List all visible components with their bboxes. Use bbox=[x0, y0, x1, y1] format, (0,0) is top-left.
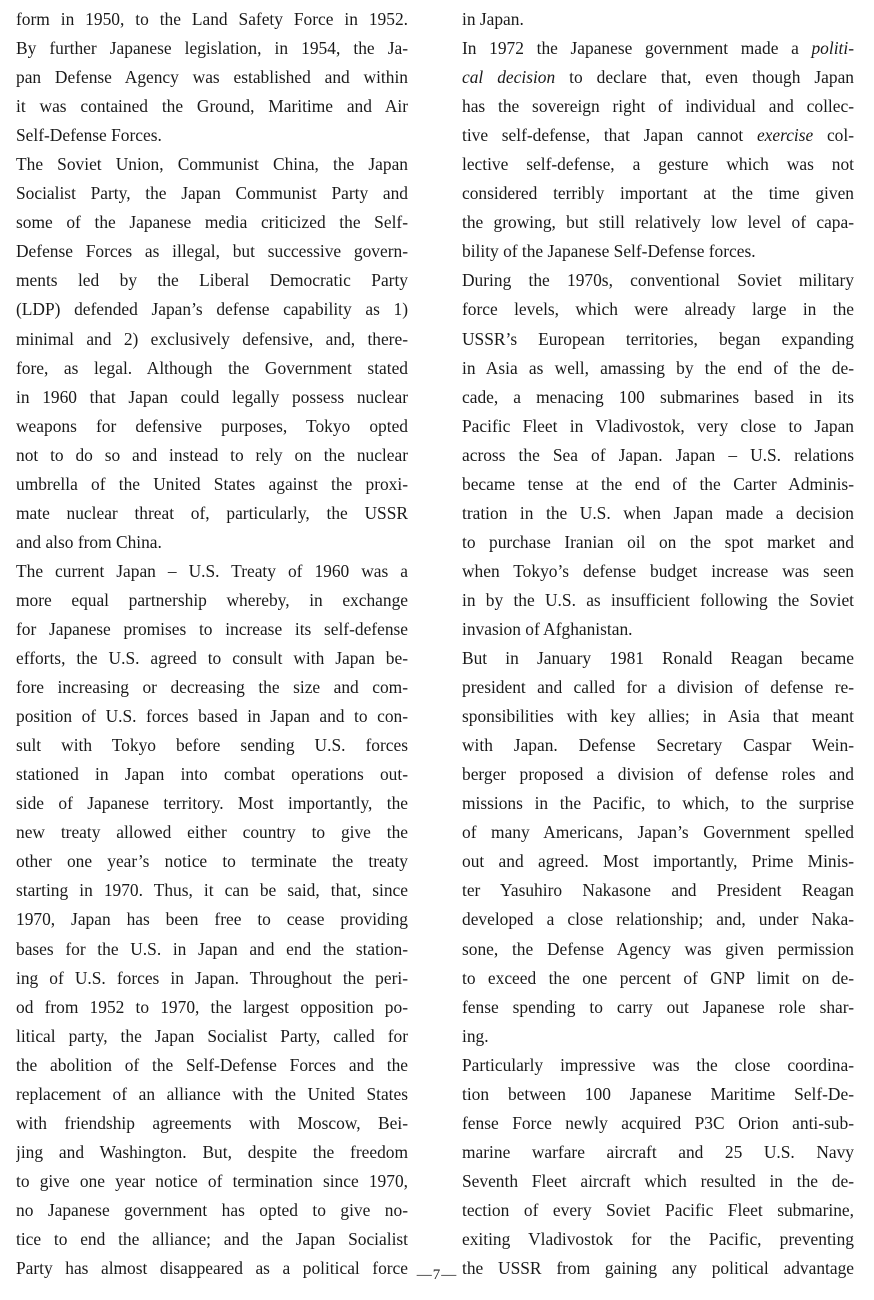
text-line: USSR’s European territories, began expanding bbox=[462, 328, 854, 349]
text-line: ing of U.S. forces in Japan. Throughout the peri- bbox=[16, 967, 408, 988]
text-line: in by the U.S. as insufficient following the Soviet bbox=[462, 589, 854, 610]
text-line bbox=[462, 63, 854, 92]
text-line: side of Japanese territory. Most importantly, the bbox=[16, 793, 408, 814]
text-line: the USSR from gaining any political advantage bbox=[462, 1258, 854, 1279]
page-number: —7— bbox=[416, 1267, 458, 1283]
italic-text: exercise bbox=[756, 125, 814, 146]
text-line: marine warfare aircraft and 25 U.S. Navy bbox=[462, 1141, 854, 1162]
text-line: in Asia as well, amassing by the end of the de- bbox=[462, 357, 854, 378]
text-line: when Tokyo’s defense budget increase was seen bbox=[462, 560, 854, 581]
text-line: fense Force newly acquired P3C Orion anti-sub- bbox=[462, 1112, 854, 1133]
text-line: The current Japan – U.S. Treaty of 1960 was a bbox=[16, 560, 408, 581]
text-line: tion between 100 Japanese Maritime Self-De- bbox=[462, 1083, 854, 1104]
italic-text: politi- bbox=[811, 38, 854, 59]
text-line: efforts, the U.S. agreed to consult with Japan be- bbox=[16, 648, 408, 669]
text-line: it was contained the Ground, Maritime and Air bbox=[16, 96, 408, 117]
text-line bbox=[462, 34, 854, 63]
text-line: fore, as legal. Although the Government stated bbox=[16, 357, 408, 378]
text-line: in Japan. bbox=[462, 9, 524, 29]
text-line: Self-Defense Forces. bbox=[16, 125, 162, 146]
text-line: ter Yasuhiro Nakasone and President Reagan bbox=[462, 880, 854, 901]
text-line: tection of every Soviet Pacific Fleet submarine, bbox=[462, 1199, 854, 1220]
text-line: But in January 1981 Ronald Reagan became bbox=[462, 648, 854, 669]
text-line: bility of the Japanese Self-Defense forces. bbox=[462, 241, 756, 262]
text-line: cade, a menacing 100 submarines based in its bbox=[462, 386, 854, 407]
text-line: no Japanese government has opted to give no- bbox=[16, 1199, 408, 1220]
text-line: Pacific Fleet in Vladivostok, very close to Japan bbox=[462, 415, 854, 436]
text-line: Socialist Party, the Japan Communist Party and bbox=[16, 183, 408, 204]
text-line: ments led by the Liberal Democratic Party bbox=[16, 270, 408, 291]
text-line bbox=[462, 121, 854, 150]
text-line: more equal partnership whereby, in exchange bbox=[16, 589, 408, 610]
text-line: stationed in Japan into combat operations out- bbox=[16, 764, 408, 785]
text-line: to purchase Iranian oil on the spot market and bbox=[462, 531, 854, 552]
text-line: umbrella of the United States against the proxi- bbox=[16, 473, 408, 494]
text-segment: col- bbox=[813, 125, 854, 146]
text-line: other one year’s notice to terminate the treaty bbox=[16, 851, 408, 872]
text-line: tration in the U.S. when Japan made a decision bbox=[462, 502, 854, 523]
text-line: some of the Japanese media criticized the Self- bbox=[16, 212, 408, 233]
text-line: lective self-defense, a gesture which was not bbox=[462, 154, 854, 175]
text-line: and also from China. bbox=[16, 531, 162, 552]
text-line: considered terribly important at the time given bbox=[462, 183, 854, 204]
text-line: weapons for defensive purposes, Tokyo opted bbox=[16, 415, 408, 436]
text-line: Defense Forces as illegal, but successive govern- bbox=[16, 241, 408, 262]
text-line: exiting Vladivostok for the Pacific, preventing bbox=[462, 1228, 854, 1249]
text-line: During the 1970s, conventional Soviet military bbox=[462, 270, 854, 291]
text-line: minimal and 2) exclusively defensive, and, there- bbox=[16, 328, 408, 349]
text-line: has the sovereign right of individual and collec- bbox=[462, 96, 854, 117]
text-line: sponsibilities with key allies; in Asia that meant bbox=[462, 706, 854, 727]
text-line: became tense at the end of the Carter Adminis- bbox=[462, 473, 854, 494]
text-line: the growing, but still relatively low level of capa- bbox=[462, 212, 854, 233]
text-line: president and called for a division of defense re- bbox=[462, 677, 854, 698]
text-line: od from 1952 to 1970, the largest opposition po- bbox=[16, 996, 408, 1017]
text-line: missions in the Pacific, to which, to the surprise bbox=[462, 793, 854, 814]
text-line: not to do so and instead to rely on the nuclear bbox=[16, 444, 408, 465]
text-line: (LDP) defended Japan’s defense capability as 1) bbox=[16, 299, 408, 320]
text-line: in 1960 that Japan could legally possess nuclear bbox=[16, 386, 408, 407]
left-text-column bbox=[16, 5, 408, 1283]
text-line: tice to end the alliance; and the Japan Socialist bbox=[16, 1228, 408, 1249]
text-line: form in 1950, to the Land Safety Force in 1952. bbox=[16, 9, 408, 29]
text-line: bases for the U.S. in Japan and end the station- bbox=[16, 938, 408, 959]
text-line: By further Japanese legislation, in 1954, the Ja- bbox=[16, 38, 408, 59]
text-line: jing and Washington. But, despite the freedom bbox=[16, 1141, 408, 1162]
text-line: starting in 1970. Thus, it can be said, that, since bbox=[16, 880, 408, 901]
text-line: out and agreed. Most importantly, Prime Minis- bbox=[462, 851, 854, 872]
text-line: new treaty allowed either country to give the bbox=[16, 822, 408, 843]
text-line: 1970, Japan has been free to cease providing bbox=[16, 909, 408, 930]
text-line: to give one year notice of termination since 1970, bbox=[16, 1170, 408, 1191]
text-segment: tive self-defense, that Japan cannot bbox=[462, 125, 757, 146]
text-line: of many Americans, Japan’s Government spelled bbox=[462, 822, 854, 843]
text-line: position of U.S. forces based in Japan and to con- bbox=[16, 706, 408, 727]
right-text-column bbox=[462, 5, 854, 1283]
text-line: mate nuclear threat of, particularly, the USSR bbox=[16, 502, 408, 523]
text-segment: In 1972 the Japanese government made a bbox=[462, 38, 812, 59]
text-line: sone, the Defense Agency was given permission bbox=[462, 938, 854, 959]
text-line: Party has almost disappeared as a political force bbox=[16, 1258, 408, 1279]
text-line: fense spending to carry out Japanese role shar- bbox=[462, 996, 854, 1017]
italic-text: cal decision bbox=[462, 67, 556, 88]
text-segment: to declare that, even though Japan bbox=[555, 67, 854, 88]
text-line: sult with Tokyo before sending U.S. forces bbox=[16, 735, 408, 756]
text-line: invasion of Afghanistan. bbox=[462, 618, 633, 639]
text-line: berger proposed a division of defense roles and bbox=[462, 764, 854, 785]
text-line: ing. bbox=[462, 1025, 489, 1046]
text-line: the abolition of the Self-Defense Forces and the bbox=[16, 1054, 408, 1075]
text-line: force levels, which were already large in the bbox=[462, 299, 854, 320]
text-line: replacement of an alliance with the United States bbox=[16, 1083, 408, 1104]
text-line: The Soviet Union, Communist China, the Japan bbox=[16, 154, 408, 175]
text-line: developed a close relationship; and, under Naka- bbox=[462, 909, 854, 930]
text-line: fore increasing or decreasing the size and com- bbox=[16, 677, 408, 698]
text-line: pan Defense Agency was established and within bbox=[16, 67, 408, 88]
text-line: for Japanese promises to increase its self-defense bbox=[16, 618, 408, 639]
text-line: Seventh Fleet aircraft which resulted in the de- bbox=[462, 1170, 854, 1191]
text-line: with friendship agreements with Moscow, Bei- bbox=[16, 1112, 408, 1133]
text-line: to exceed the one percent of GNP limit on de- bbox=[462, 967, 854, 988]
text-line: litical party, the Japan Socialist Party, called for bbox=[16, 1025, 408, 1046]
text-line: Particularly impressive was the close coordina- bbox=[462, 1054, 854, 1075]
text-line: with Japan. Defense Secretary Caspar Wein- bbox=[462, 735, 854, 756]
text-line: across the Sea of Japan. Japan – U.S. relations bbox=[462, 444, 854, 465]
